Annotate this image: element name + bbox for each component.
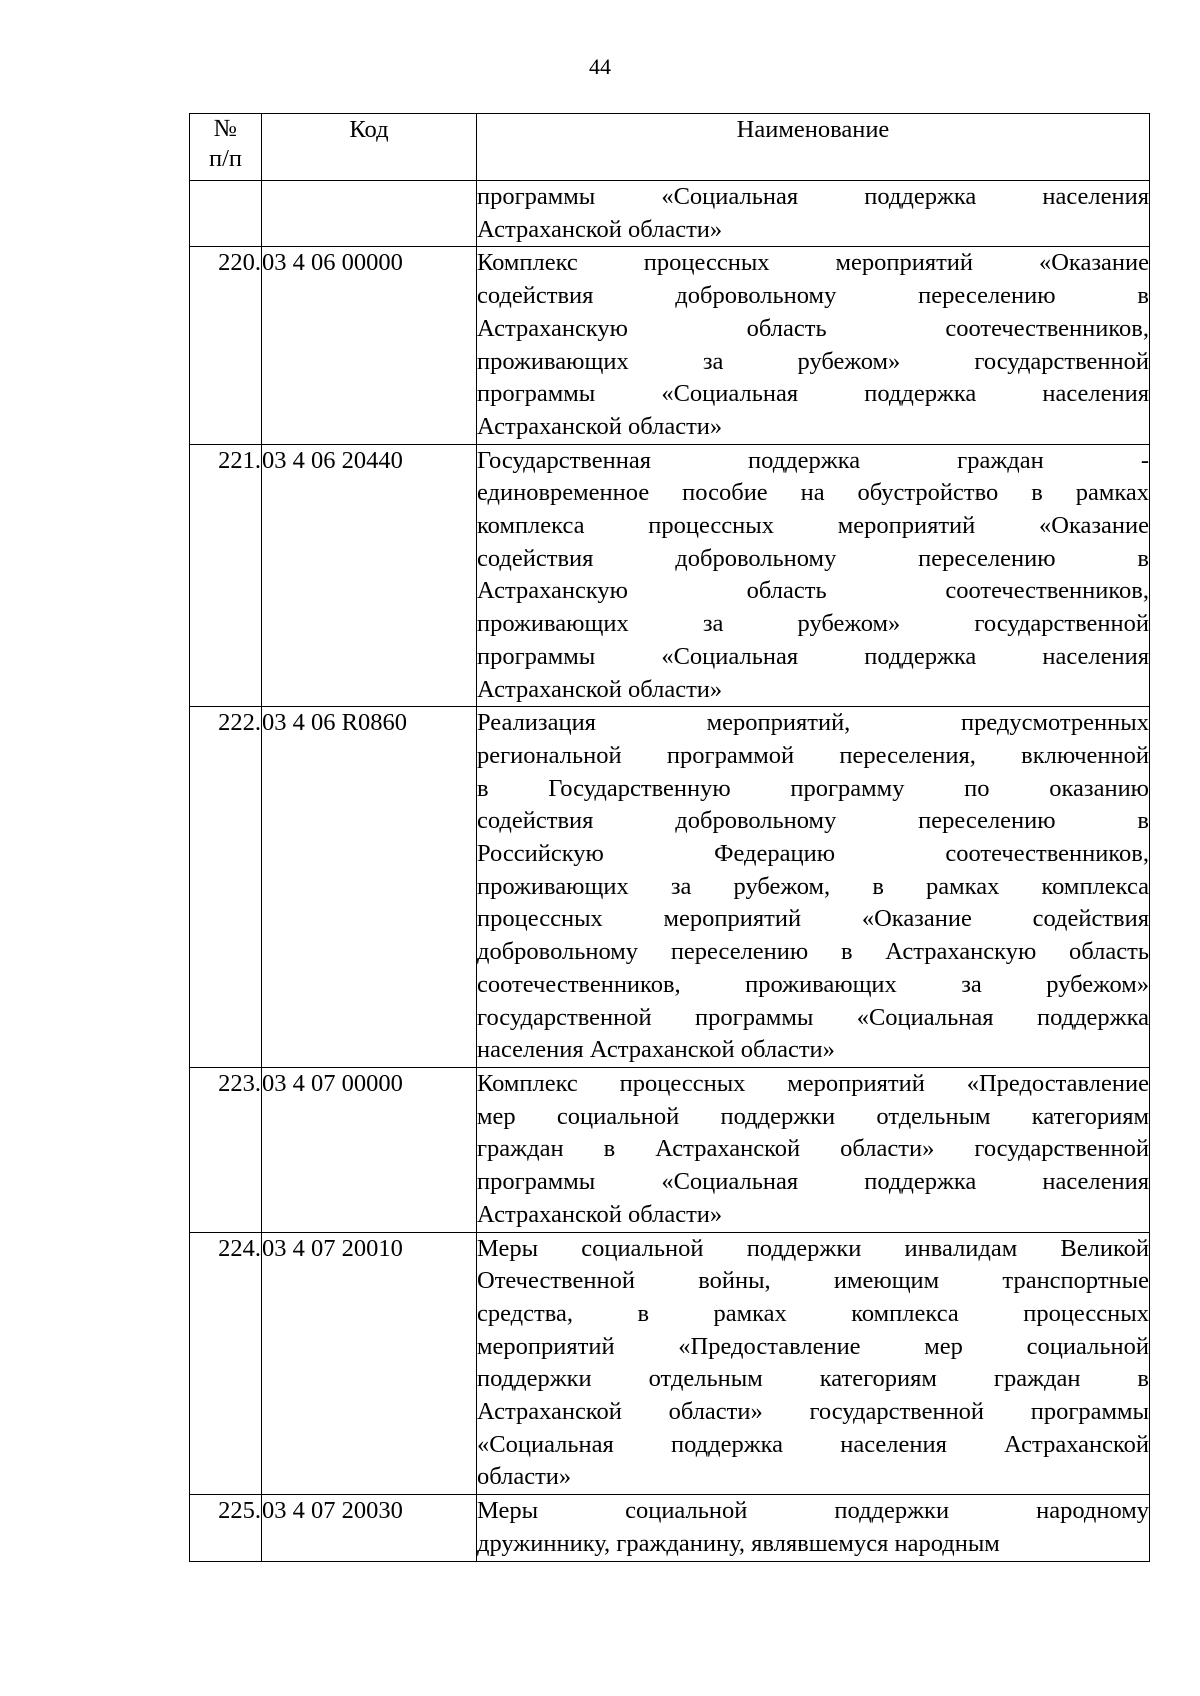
row-name-line: процессных мероприятий «Оказание содействия (477, 905, 1149, 933)
table-row (190, 707, 1150, 1068)
row-name (477, 1067, 1150, 1232)
table-row (190, 1495, 1150, 1561)
row-number (190, 181, 262, 247)
table-row (190, 444, 1150, 707)
row-name (477, 1232, 1150, 1495)
row-name-line: соотечественников, проживающих за рубежом» (477, 970, 1149, 998)
row-number: 220. (190, 247, 262, 444)
table-row (190, 1232, 1150, 1495)
row-name-line: Меры социальной поддержки инвалидам Великой (477, 1234, 1149, 1262)
row-name-line: Меры социальной поддержки народному (477, 1497, 1149, 1525)
row-number: 222. (190, 707, 262, 1068)
row-number: 224. (190, 1232, 262, 1495)
budget-code-table (189, 113, 1150, 1562)
row-code: 03 4 07 20010 (262, 1232, 477, 1495)
row-name-line: Астраханской области» (477, 215, 723, 243)
row-name (477, 707, 1150, 1068)
row-name-line: проживающих за рубежом, в рамках комплекса (477, 872, 1149, 900)
row-number: 223. (190, 1067, 262, 1232)
row-code: 03 4 07 20030 (262, 1495, 477, 1561)
header-row (190, 114, 1150, 181)
row-code: 03 4 07 00000 (262, 1067, 477, 1232)
row-name-line: проживающих за рубежом» государственной (477, 347, 1149, 375)
row-name-line: проживающих за рубежом» государственной (477, 610, 1149, 638)
row-name-line: региональной программой переселения, включенной (477, 741, 1149, 769)
row-name-line: Астраханской области» (477, 412, 723, 440)
row-name-line: Астраханскую область соотечественников, (477, 577, 1149, 605)
row-name-line: Российскую Федерацию соотечественников, (477, 840, 1149, 868)
row-name-line: содействия добровольному переселению в (477, 282, 1149, 310)
row-name-line: содействия добровольному переселению в (477, 544, 1149, 572)
row-number: 221. (190, 444, 262, 707)
row-name-line: Астраханской области» (477, 1200, 723, 1228)
row-name (477, 181, 1150, 247)
row-number: 225. (190, 1495, 262, 1561)
row-name-line: в Государственную программу по оказанию (477, 774, 1149, 802)
row-name-line: населения Астраханской области» (477, 1036, 835, 1064)
row-name (477, 444, 1150, 707)
row-name-line: Астраханскую область соотечественников, (477, 314, 1149, 342)
row-name-line: добровольному переселению в Астраханскую область (477, 938, 1149, 966)
row-name-line: области» (477, 1463, 572, 1491)
header-number-sign: № (213, 115, 238, 142)
table-header (190, 114, 1150, 181)
header-name: Наименование (477, 114, 1150, 181)
row-name-line: поддержки отдельным категориям граждан в (477, 1365, 1149, 1393)
row-name-line: Комплекс процессных мероприятий «Оказание (477, 249, 1149, 277)
page-number: 44 (589, 54, 611, 79)
row-name-line: «Социальная поддержка населения Астраханской (477, 1430, 1149, 1458)
row-name-line: программы «Социальная поддержка населения (477, 642, 1149, 670)
row-code (262, 181, 477, 247)
table-body (190, 181, 1150, 1562)
row-name-line: дружиннику, гражданину, являвшемуся народным (477, 1529, 1000, 1557)
row-code: 03 4 06 20440 (262, 444, 477, 707)
row-name-line: программы «Социальная поддержка населения (477, 380, 1149, 408)
row-name-line: средства, в рамках комплекса процессных (477, 1299, 1149, 1327)
row-name-line: мер социальной поддержки отдельным категориям (477, 1102, 1149, 1130)
table-row (190, 1067, 1150, 1232)
row-code: 03 4 06 R0860 (262, 707, 477, 1068)
row-name-line: комплекса процессных мероприятий «Оказание (477, 512, 1149, 540)
header-code: Код (262, 114, 477, 181)
row-name-line: Реализация мероприятий, предусмотренных (477, 709, 1149, 737)
table-row (190, 247, 1150, 444)
row-name-line: Комплекс процессных мероприятий «Предоставление (477, 1069, 1149, 1097)
row-name (477, 247, 1150, 444)
header-number-label: п/п (208, 145, 243, 172)
row-name-line: Государственная поддержка граждан - (477, 446, 1149, 474)
row-name-line: Отечественной войны, имеющим транспортные (477, 1267, 1149, 1295)
row-name-line: Астраханской области» государственной программы (477, 1398, 1149, 1426)
row-name-line: государственной программы «Социальная поддержка (477, 1003, 1149, 1031)
table-row (190, 181, 1150, 247)
row-name-line: Астраханской области» (477, 675, 723, 703)
row-name-line: мероприятий «Предоставление мер социальной (477, 1332, 1149, 1360)
row-name-line: программы «Социальная поддержка населения (477, 1168, 1149, 1196)
row-code: 03 4 06 00000 (262, 247, 477, 444)
row-name-line: граждан в Астраханской области» государственной (477, 1135, 1149, 1163)
header-number (190, 114, 262, 181)
row-name-line: программы «Социальная поддержка населения (477, 183, 1149, 210)
row-name (477, 1495, 1150, 1561)
row-name-line: единовременное пособие на обустройство в рамках (477, 479, 1149, 507)
row-name-line: содействия добровольному переселению в (477, 807, 1149, 835)
